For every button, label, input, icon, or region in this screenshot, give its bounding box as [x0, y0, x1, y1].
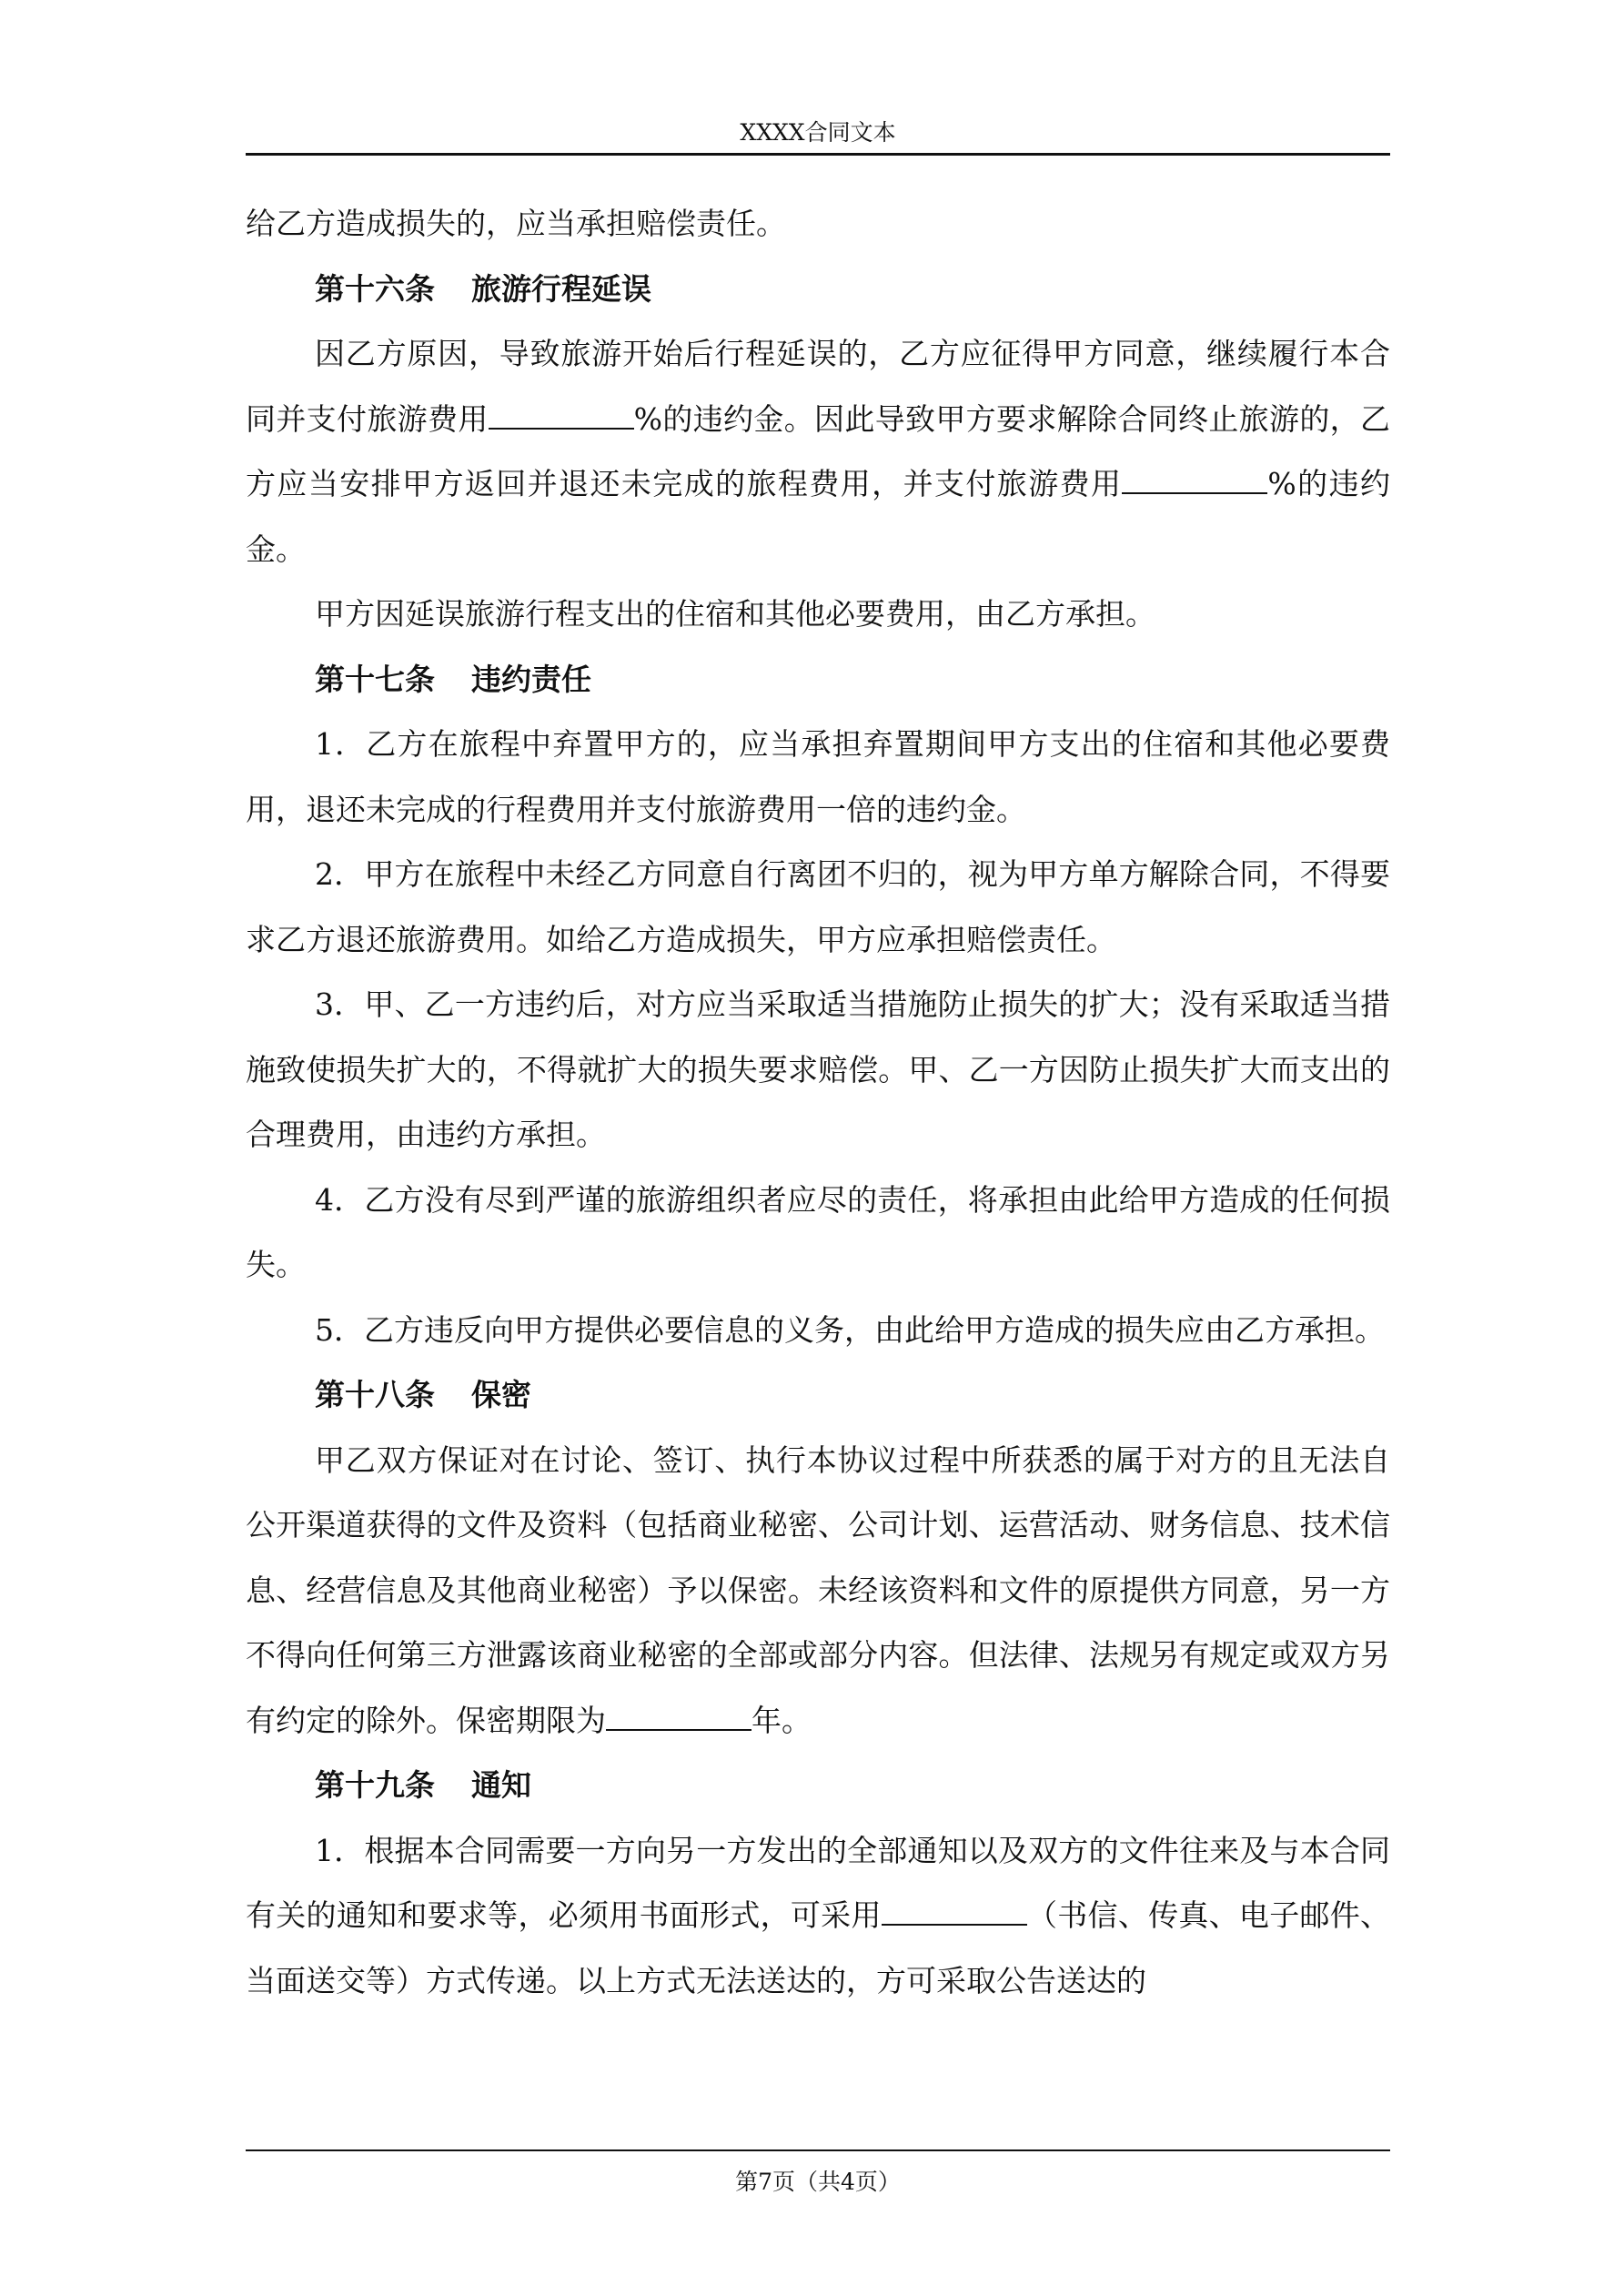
paragraph: 给乙方造成损失的，应当承担赔偿责任。 — [246, 206, 786, 241]
article-heading-19 — [246, 1753, 1390, 1818]
paragraph: 因乙方原因，导致旅游开始后行程延误的，乙方应征得甲方同意，继续履行本合同并支付旅游费用 %的违约金。因此导致甲方要求解除合同终止旅游的，乙方应当安排甲方返回并退还未完成的旅程费用，并支付旅游费用 %的违约金。 — [246, 336, 1391, 567]
article-title: 通知 — [471, 1767, 531, 1803]
article-number: 第十七条 — [315, 661, 435, 697]
clause: 1．乙方在旅程中弃置甲方的，应当承担弃置期间甲方支出的住宿和其他必要费用，退还未完成的行程费用并支付旅游费用一倍的违约金。 — [246, 726, 1390, 827]
fill-in-blank[interactable] — [1122, 465, 1267, 494]
clause: 3．甲、乙一方违约后，对方应当采取适当措施防止损失的扩大；没有采取适当措施致使损失扩大的，不得就扩大的损失要求赔偿。甲、乙一方因防止损失扩大而支出的合理费用，由违约方承担。 — [246, 986, 1390, 1152]
page-footer — [246, 2149, 1390, 2197]
paragraph: 甲乙双方保证对在讨论、签订、执行本协议过程中所获悉的属于对方的且无法自公开渠道获得的文件及资料（包括商业秘密、公司计划、运营活动、财务信息、技术信息、经营信息及其他商业秘密）予以保密。未经该资料和文件的原提供方同意，另一方不得向任何第三方泄露该商业秘密的全部或部分内容。但法律、法规另有规定或双方另有约定的除外。保密期限为 年。 — [246, 1441, 1390, 1738]
header-title: XXXX合同文本 — [740, 119, 896, 146]
clause: 4．乙方没有尽到严谨的旅游组织者应尽的责任，将承担由此给甲方造成的任何损失。 — [246, 1181, 1390, 1282]
article-heading-16 — [246, 257, 1390, 322]
article-number: 第十八条 — [315, 1377, 435, 1412]
fill-in-blank[interactable] — [882, 1896, 1027, 1926]
article-number: 第十六条 — [315, 270, 435, 307]
article-title: 保密 — [471, 1377, 531, 1412]
clause: 1．根据本合同需要一方向另一方发出的全部通知以及双方的文件往来及与本合同有关的通知和要求等，必须用书面形式，可采用 （书信、传真、电子邮件、当面送交等）方式传递。以上方式无法送达的，方可采取公告送达的 — [246, 1832, 1391, 1998]
fill-in-blank[interactable] — [489, 400, 634, 430]
page-number: 第7页（共4页） — [735, 2169, 901, 2195]
page-header — [246, 113, 1390, 156]
document-body — [246, 191, 1390, 2013]
article-heading-18 — [246, 1362, 1390, 1428]
clause: 5．乙方违反向甲方提供必要信息的义务，由此给甲方造成的损失应由乙方承担。 — [315, 1311, 1385, 1348]
article-heading-17 — [246, 647, 1390, 713]
clause: 2．甲方在旅程中未经乙方同意自行离团不归的，视为甲方单方解除合同，不得要求乙方退还旅游费用。如给乙方造成损失，甲方应承担赔偿责任。 — [246, 856, 1390, 957]
fill-in-blank[interactable] — [606, 1702, 751, 1731]
paragraph: 甲方因延误旅游行程支出的住宿和其他必要费用，由乙方承担。 — [315, 596, 1155, 632]
article-title: 旅游行程延误 — [471, 270, 651, 307]
article-title: 违约责任 — [471, 661, 591, 697]
article-number: 第十九条 — [315, 1767, 435, 1803]
